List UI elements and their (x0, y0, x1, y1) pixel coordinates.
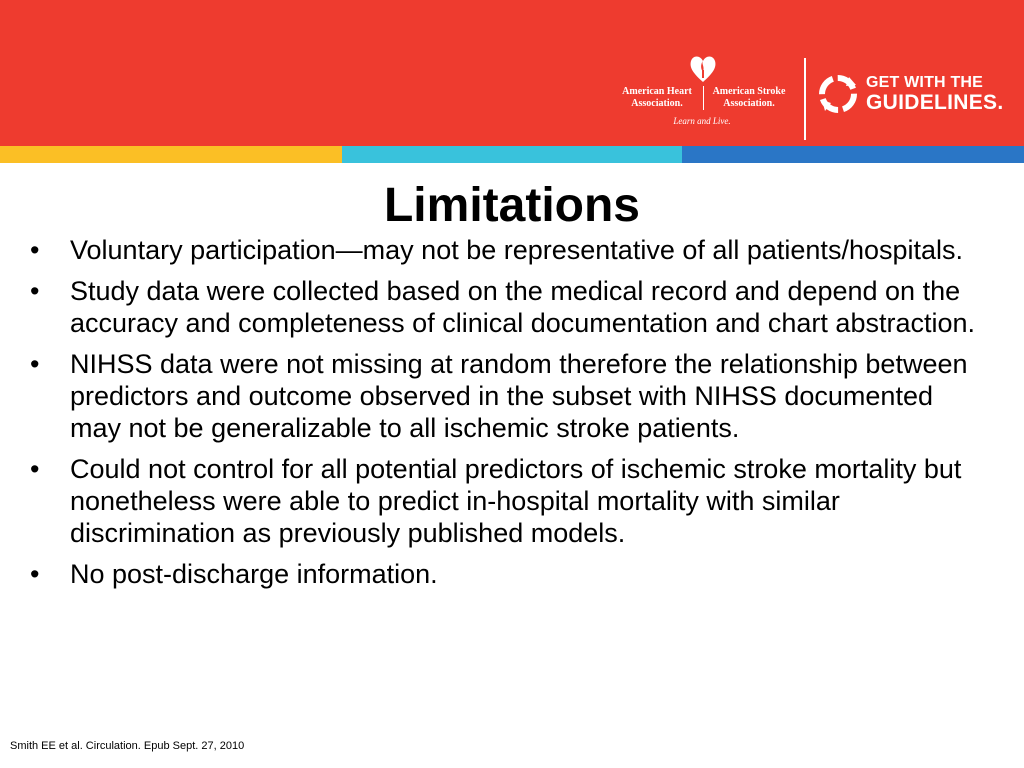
circular-arrows-icon (816, 72, 860, 116)
gwtg-line2: GUIDELINES. (866, 91, 1004, 114)
stripe-yellow (0, 146, 342, 163)
bullet-icon: • (30, 276, 40, 306)
bullet-text: Could not control for all potential predictors of ischemic stroke mortality but nonetheless were able to predict in-hospital mortality with similar discrimination as previously published models. (70, 454, 962, 548)
bullet-icon: • (30, 454, 40, 484)
bullet-item (30, 348, 990, 444)
bullet-icon: • (30, 349, 40, 379)
asa-name (706, 86, 792, 110)
slide-title: Limitations (383, 179, 640, 232)
bullet-list (30, 234, 990, 599)
asa-name-line2: Association. (723, 98, 775, 109)
asa-name-line1: American Stroke (712, 86, 786, 97)
aha-tagline: Learn and Live. (673, 116, 731, 126)
bullet-icon: • (30, 235, 40, 265)
stripe-cyan (342, 146, 682, 163)
gwtg-line1: GET WITH THE (866, 74, 984, 91)
bullet-text: No post-discharge information. (70, 559, 438, 589)
aha-name-line1: American Heart (622, 86, 692, 97)
bullet-text: NIHSS data were not missing at random therefore the relationship between predictors and outcome observed in the subset with NIHSS documented may not be generalizable to all ischemic stroke patients. (70, 349, 968, 443)
heart-torch-icon (688, 52, 718, 84)
aha-name-line2: Association. (631, 98, 683, 109)
bullet-text: Study data were collected based on the medical record and depend on the accuracy and completeness of clinical documentation and chart abstraction. (70, 276, 976, 338)
bullet-icon: • (30, 559, 40, 589)
citation-footer: Smith EE et al. Circulation. Epub Sept. 27, 2010 (10, 740, 245, 752)
bullet-item (30, 558, 990, 590)
bullet-item (30, 275, 990, 339)
header-banner (0, 0, 1024, 146)
logo-divider (804, 58, 806, 140)
aha-asa-logo (612, 50, 792, 132)
bullet-item (30, 453, 990, 549)
stripe-blue (682, 146, 1024, 163)
aha-name (614, 86, 700, 110)
bullet-text: Voluntary participation—may not be representative of all patients/hospitals. (70, 235, 964, 265)
logo-divider-small (703, 86, 704, 110)
get-with-the-guidelines-logo (866, 74, 1003, 114)
bullet-item (30, 234, 990, 266)
